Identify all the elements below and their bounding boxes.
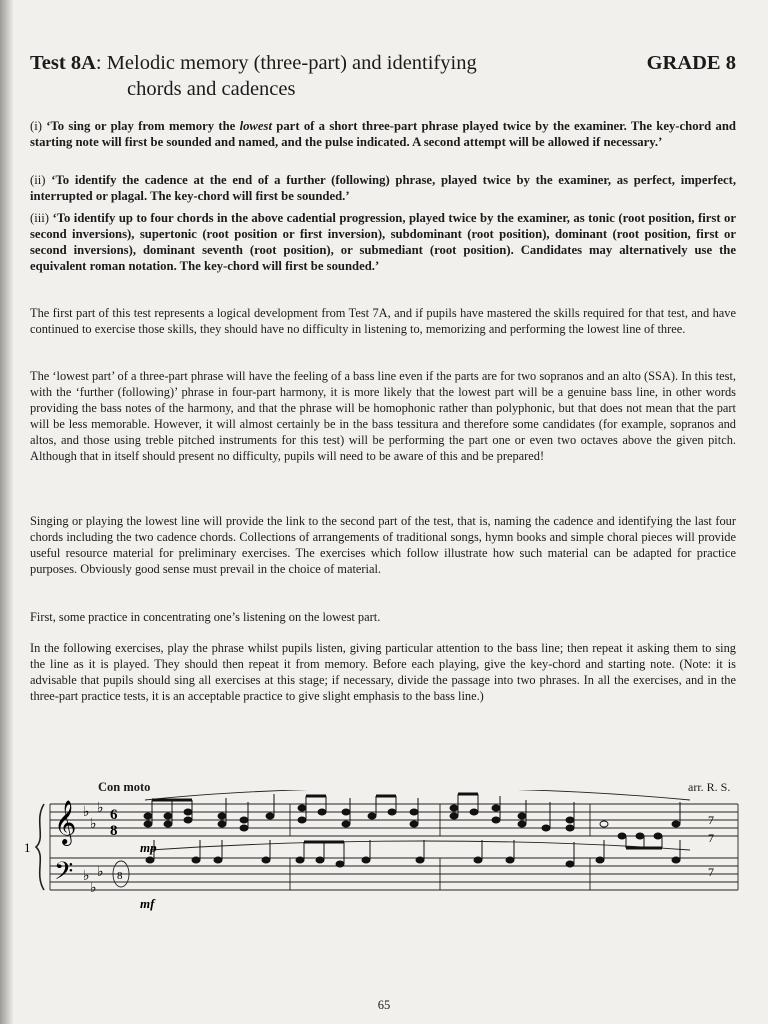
svg-text:♭: ♭ [83, 868, 90, 884]
arranger-credit: arr. R. S. [688, 780, 731, 794]
body-paragraph-1: The first part of this test represents a logical development from Test 7A, and if pupils have mastered the skills required for that test, and have continued to exercise those skills, they should have no difficulty in listening to, memorizing and performing the lowest line of three. [30, 306, 736, 336]
page-header [30, 50, 736, 106]
rest-lower: 7 [708, 865, 714, 879]
instruction-text: ‘To identify up to four chords in the above cadential progression, played twice by the examiner, as tonic (root position, first or second inversions), supertonic (root position or first inversion), subdominant (root position), dominant (root position, first or second inversions), dominant seventh (root position), or submediant (root position). Candidates may alternatively use the equivalent roman notation. The key-chord will first be sounded.’ [30, 211, 736, 273]
body-paragraph-5: In the following exercises, play the phrase whilst pupils listen, giving particular attention to the bass line; then repeat it asking them to sing the line as it is played. They should then repeat it from memory. Before each playing, give the key-chord and starting note. (Note: it is advisable that pupils should sing all exercises at this stage; if necessary, divide the passage into two phrases. In all the exercises, and in the three-part practice tests, it is an acceptable practice to give slight emphasis to the bass line.) [30, 641, 736, 703]
time-signature-bottom: 8 [110, 823, 118, 839]
title-line-1: : Melodic memory (three-part) and identifying [95, 52, 477, 74]
svg-text:♭: ♭ [90, 816, 97, 832]
instruction-emphasis: lowest [239, 119, 272, 133]
body-paragraph-3: Singing or playing the lowest line will provide the link to the second part of the test, that is, naming the cadence and identifying the last four chords including the two cadence chords. Collections of arrangements of traditional songs, hymn books and simple choral pieces will provide useful resource material for preliminary exercises. The exercises which follow illustrate how such material can be adapted for practice purposes. Obviously good sense must prevail in the choice of material. [30, 514, 736, 576]
instruction-text: part of a short three-part phrase played twice by the examiner. The key-chord and starting note will first be sounded and named, and the pulse indicated. A second attempt will be allowed if necessary.’ [30, 119, 736, 149]
instruction-3 [30, 210, 736, 274]
time-signature-top: 6 [110, 807, 118, 823]
dynamic-upper: mp [140, 840, 157, 855]
svg-text:♭: ♭ [97, 800, 104, 816]
instruction-number: (i) [30, 119, 42, 133]
instruction-1 [30, 118, 736, 150]
instruction-text: ‘To identify the cadence at the end of a further (following) phrase, played twice by the examiner, as perfect, imperfect, interrupted or plagal. The key-chord will first be sounded.’ [30, 173, 736, 203]
bass-clef-icon: 𝄢 [54, 857, 74, 892]
dynamic-lower: mf [140, 896, 155, 911]
music-score-example [0, 790, 768, 930]
body-paragraph-2: The ‘lowest part’ of a three-part phrase will have the feeling of a bass line even if the parts are for two sopranos and an alto (SSA). In this test, with the ‘further (following)’ phrase in four-part harmony, it is more likely that the lowest part will be a genuine bass line, in other words providing the bass notes of the harmony, and that the phrase will be homophonic rather than polyphonic, but that does not mean that the part will be less memorable. However, it will almost certainly be in the bass tessitura and therefore some candidates (for example, sopranos and altos, and those using treble pitched instruments for this test) will be performing the part one or even two octaves above the given pitch. Although that in itself should present no difficulty, pupils will need to be aware of this and be prepared! [30, 369, 736, 463]
svg-text:♭: ♭ [97, 864, 104, 880]
tempo-marking: Con moto [98, 780, 151, 794]
body-paragraph-4: First, some practice in concentrating one’s listening on the lowest part. [30, 610, 381, 624]
time-signature-bottom-bass: 8 [117, 870, 123, 882]
rest-upper-2: 7 [708, 831, 714, 845]
page-title [30, 50, 620, 102]
page-number: 65 [377, 998, 391, 1012]
instruction-2 [30, 172, 736, 204]
svg-text:♭: ♭ [90, 880, 97, 896]
instruction-number: (iii) [30, 211, 50, 225]
svg-text:♭: ♭ [83, 804, 90, 820]
instruction-text: ‘To sing or play from memory the [41, 119, 240, 133]
instruction-number: (ii) [30, 173, 46, 187]
rest-upper: 7 [708, 813, 714, 827]
exercise-number: 1 [24, 840, 31, 855]
treble-clef-icon: 𝄞 [54, 800, 77, 844]
test-number: Test 8A [30, 52, 96, 74]
title-line-2: chords and cadences [127, 78, 296, 100]
grade-label: GRADE 8 [646, 52, 736, 74]
